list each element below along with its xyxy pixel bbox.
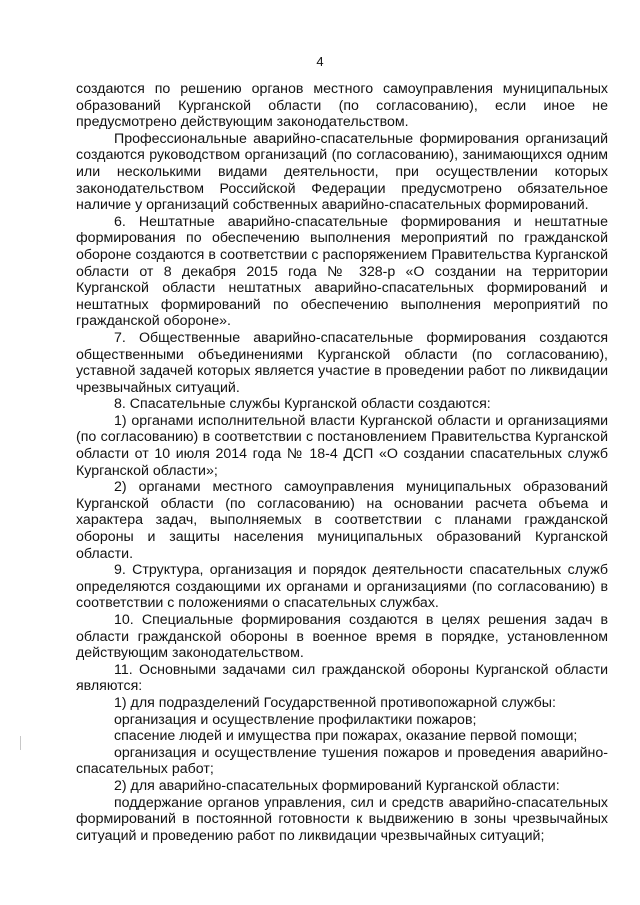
document-body xyxy=(76,81,608,844)
paragraph-professional-formations: Профессиональные аварийно-спасательные формирования организаций создаются руководством организаций (по согласованию), занимающихся одним или несколькими видами деятельности, при осуществлении которых законодательством Российской Федерации предусмотрено обязательное наличие у организаций собственных аварийно-спасательных формирований. xyxy=(76,130,608,214)
paragraph-rescue-people: спасение людей и имущества при пожарах, оказание первой помощи; xyxy=(114,728,578,745)
page-number: 4 xyxy=(316,54,324,69)
paragraph-item-6: 6. Нештатные аварийно-спасательные формирования и нештатные формирования по обеспечению выполнения мероприятий по гражданской обороне создаются в соответствии с распоряжением Правительства Курганской области от 8 декабря 2015 года № 328-р «О создании на территории Курганской области нештатных аварийно-спасательных формирований и нештатных формирований по обеспечению выполнения мероприятий по гражданской обороне». xyxy=(76,213,608,330)
paragraph-item-10: 10. Специальные формирования создаются в целях решения задач в области гражданской обороны в военное время в порядке, установленном действующим законодательством. xyxy=(76,612,608,662)
paragraph-item-8-2: 2) органами местного самоуправления муниципальных образований Курганской области (по согласованию) на основании расчета объема и характера задач, выполняемых в соответствии с планами гражданской обороны и защиты населения муниципальных образований Курганской области. xyxy=(76,479,608,562)
paragraph-item-8-1: 1) органами исполнительной власти Курганской области и организациями (по согласованию) в соответствии с постановлением Правительства Курганской области от 10 июля 2014 года № 18-4 ДСП «О создании спасательных служб Курганской области»; xyxy=(76,412,608,479)
paragraph-item-11-2: 2) для аварийно-спасательных формирований Курганской области: xyxy=(114,777,560,794)
paragraph-readiness: поддержание органов управления, сил и средств аварийно-спасательных формирований в постоянной готовности к выдвижению в зоны чрезвычайных ситуаций и проведению работ по ликвидации чрезвычайных ситуаций; xyxy=(76,794,608,844)
paragraph-item-9: 9. Структура, организация и порядок деятельности спасательных служб определяются создающими их органами и организациями (по согласованию) в соответствии с положениями о спасательных службах. xyxy=(76,562,608,612)
scan-margin-mark xyxy=(20,736,21,750)
paragraph-continuation: создаются по решению органов местного самоуправления муниципальных образований Курганской области (по согласованию), если иное не предусмотрено действующим законодательством. xyxy=(76,81,608,131)
paragraph-item-11-1: 1) для подразделений Государственной противопожарной службы: xyxy=(114,694,556,711)
paragraph-firefighting: организация и осуществление тушения пожаров и проведения аварийно-спасательных работ; xyxy=(76,744,608,778)
paragraph-item-11: 11. Основными задачами сил гражданской обороны Курганской области являются: xyxy=(76,661,608,695)
paragraph-item-7: 7. Общественные аварийно-спасательные формирования создаются общественными объединениями Курганской области (по согласованию), уставной задачей которых является участие в проведении работ по ликвидации чрезвычайных ситуаций. xyxy=(76,329,608,396)
paragraph-fire-prevention: организация и осуществление профилактики пожаров; xyxy=(114,711,477,728)
paragraph-item-8: 8. Спасательные службы Курганской области создаются: xyxy=(114,396,491,413)
